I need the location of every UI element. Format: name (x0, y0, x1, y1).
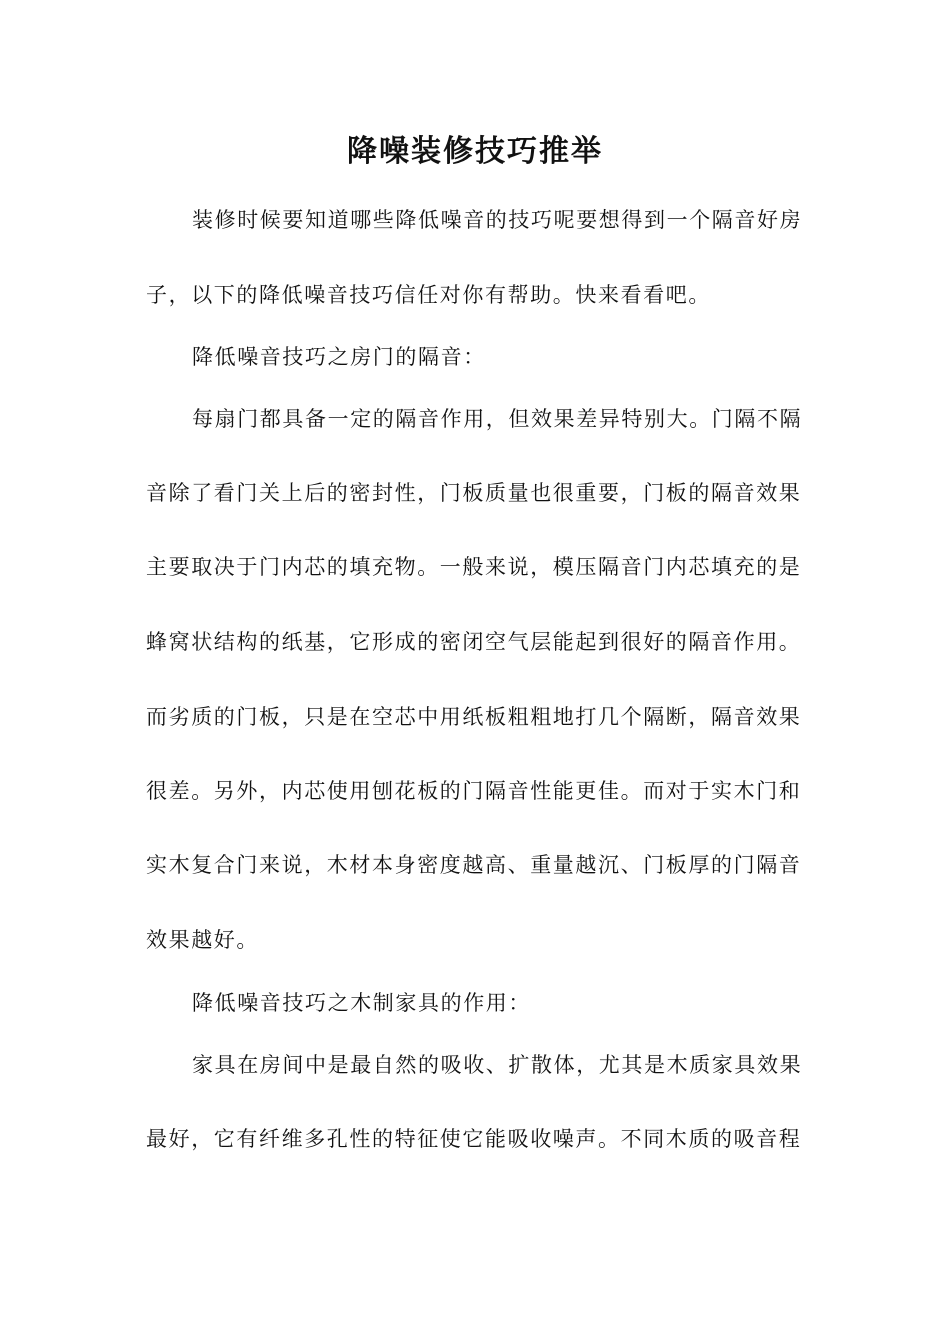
paragraph-line: 每扇门都具备一定的隔音作用，但效果差异特别大。门隔不隔 (192, 407, 803, 431)
paragraph-line: 最好，它有纤维多孔性的特征使它能吸收噪声。不同木质的吸音程 (146, 1127, 802, 1151)
paragraph-line: 主要取决于门内芯的填充物。一般来说，模压隔音门内芯填充的是 (146, 555, 802, 579)
paragraph-line: 效果越好。 (146, 928, 259, 952)
paragraph-line: 很差。另外，内芯使用刨花板的门隔音性能更佳。而对于实木门和 (146, 779, 802, 803)
paragraph-line: 子，以下的降低噪音技巧信任对你有帮助。快来看看吧。 (146, 283, 711, 307)
paragraph-line: 而劣质的门板，只是在空芯中用纸板粗粗地打几个隔断，隔音效果 (146, 705, 802, 729)
paragraph-line: 家具在房间中是最自然的吸收、扩散体，尤其是木质家具效果 (192, 1053, 803, 1077)
paragraph-line: 音除了看门关上后的密封性，门板质量也很重要，门板的隔音效果 (146, 481, 802, 505)
paragraph-line: 实木复合门来说，木材本身密度越高、重量越沉、门板厚的门隔音 (146, 853, 802, 877)
document-title: 降噪装修技巧推举 (347, 134, 603, 169)
paragraph-line: 装修时候要知道哪些降低噪音的技巧呢要想得到一个隔音好房 (192, 208, 803, 232)
section-heading: 降低噪音技巧之房门的隔音： (192, 345, 486, 369)
section-heading: 降低噪音技巧之木制家具的作用： (192, 991, 531, 1015)
paragraph-line: 蜂窝状结构的纸基，它形成的密闭空气层能起到很好的隔音作用。 (146, 630, 802, 654)
